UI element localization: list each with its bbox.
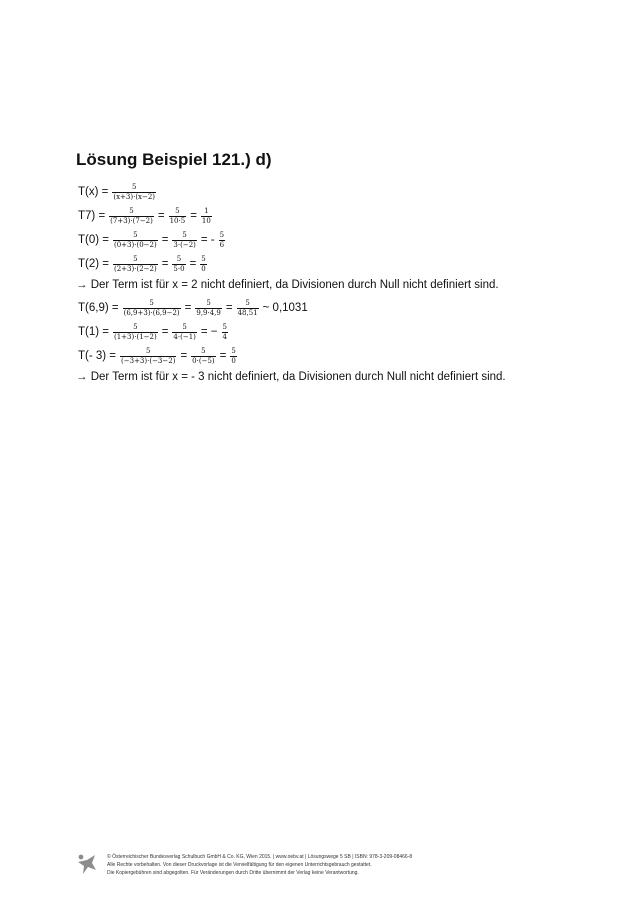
- footer-fees: Die Kopiergebühren sind abgegolten. Für Veränderungen durch Dritte übernimmt der Verlag keine Verantwortung.: [107, 870, 359, 876]
- equation-line: [76, 320, 576, 344]
- equation-line: [76, 296, 576, 320]
- equation-text: = -: [200, 234, 215, 246]
- equation-text: ~ 0,1031: [262, 302, 308, 314]
- fraction-numerator: 5: [133, 254, 138, 263]
- fraction-denominator: 4·(−1): [173, 332, 196, 341]
- fraction-denominator: 10: [201, 216, 211, 225]
- fraction: [172, 255, 185, 274]
- conclusion-text: → Der Term ist für x = - 3 nicht definiert, da Divisionen durch Null nicht definiert sind.: [76, 371, 506, 383]
- equation-text: =: [189, 258, 197, 270]
- fraction: [112, 183, 156, 202]
- equation-line: [76, 228, 576, 252]
- equation-text: =: [161, 258, 169, 270]
- equation-text: T(1) =: [78, 326, 109, 338]
- fraction-denominator: (0+3)·(0−2): [114, 240, 157, 249]
- fraction-numerator: 5: [176, 254, 182, 263]
- fraction: [230, 347, 236, 366]
- fraction: [123, 299, 181, 318]
- fraction: [222, 323, 228, 342]
- equation-line: [76, 204, 576, 228]
- footer-copyright: © Österreichischer Bundesverlag Schulbuch GmbH & Co. KG, Wien 2015. | www.oebv.at | Lösungswege 5 SB | ISBN: 978-3-209-08466-8: [107, 854, 413, 860]
- fraction-numerator: 5: [175, 206, 180, 215]
- equation-line: [76, 344, 576, 368]
- equation-text: = −: [200, 326, 218, 338]
- fraction-denominator: 0·(−5): [192, 356, 215, 365]
- equation-text: T(2) =: [78, 258, 109, 270]
- fraction-denominator: 6: [219, 240, 225, 249]
- equation-line: [76, 252, 576, 276]
- page-title: Lösung Beispiel 121.) d): [76, 150, 272, 169]
- fraction-denominator: 0: [201, 264, 206, 273]
- fraction: [195, 299, 222, 318]
- fraction-numerator: 5: [219, 230, 225, 239]
- equation-text: =: [180, 350, 188, 362]
- fraction: [172, 231, 196, 250]
- fraction-denominator: 9,9·4,9: [196, 308, 221, 317]
- fraction-numerator: 1: [204, 206, 209, 215]
- equation-text: T(- 3) =: [78, 350, 117, 362]
- equation-text: =: [219, 350, 227, 362]
- fraction: [237, 299, 259, 318]
- fraction-numerator: 5: [146, 346, 151, 355]
- fraction-numerator: 5: [231, 346, 236, 355]
- fraction: [120, 347, 176, 366]
- equation-text: =: [161, 326, 169, 338]
- fraction: [172, 323, 196, 342]
- fraction-numerator: 5: [182, 322, 187, 331]
- fraction-numerator: 5: [131, 182, 137, 191]
- fraction-numerator: 5: [149, 298, 154, 307]
- equation-text: =: [161, 234, 169, 246]
- equation-text: T(6,9) =: [78, 302, 119, 314]
- fraction-numerator: 5: [206, 298, 211, 307]
- equation-text: =: [184, 302, 192, 314]
- fraction-numerator: 5: [133, 322, 138, 331]
- fraction: [169, 207, 187, 226]
- fraction-numerator: 5: [129, 206, 134, 215]
- equation-text: T(x) =: [78, 186, 109, 198]
- fraction-numerator: 5: [245, 298, 250, 307]
- fraction-denominator: 3·(−2): [173, 240, 196, 249]
- fraction: [109, 207, 154, 226]
- fraction: [113, 231, 158, 250]
- fraction-numerator: 5: [133, 230, 138, 239]
- fraction-denominator: (x+3)·(x−2): [113, 192, 156, 201]
- equation-line: [76, 180, 576, 204]
- fraction-denominator: 10·5: [169, 216, 186, 225]
- equation-text: =: [225, 302, 233, 314]
- fraction-numerator: 5: [201, 254, 206, 263]
- fraction-denominator: 48,51: [237, 308, 258, 317]
- fraction-denominator: (2+3)·(2−2): [114, 264, 157, 273]
- solution-content: [76, 180, 576, 388]
- fraction: [113, 255, 158, 274]
- fraction-denominator: (1+3)·(1−2): [114, 332, 157, 341]
- fraction-denominator: 4: [222, 332, 227, 341]
- fraction-numerator: 5: [201, 346, 206, 355]
- equation-text: =: [157, 210, 165, 222]
- footer-rights: Alle Rechte vorbehalten. Von dieser Druckvorlage ist die Vervielfältigung für den eigenen Unterrichtsgebrauch gestattet.: [107, 862, 372, 868]
- equation-text: =: [190, 210, 197, 222]
- fraction-denominator: (6,9+3)·(6,9−2): [123, 308, 180, 317]
- fraction: [219, 231, 225, 250]
- equation-text: T7) =: [78, 210, 106, 222]
- conclusion-text: → Der Term ist für x = 2 nicht definiert, da Divisionen durch Null nicht definiert sind.: [76, 279, 499, 291]
- fraction-denominator: (−3+3)·(−3−2): [121, 356, 176, 365]
- fraction-numerator: 5: [222, 322, 227, 331]
- fraction: [200, 255, 206, 274]
- fraction-denominator: (7+3)·(7−2): [110, 216, 153, 225]
- fraction: [201, 207, 212, 226]
- fraction: [113, 323, 158, 342]
- equation-text: T(0) =: [78, 234, 109, 246]
- footer: [75, 852, 595, 882]
- footer-text: [107, 853, 412, 877]
- fraction-denominator: 5·0: [173, 264, 185, 273]
- fraction-denominator: 0: [231, 356, 236, 365]
- oebv-logo-icon: [75, 852, 99, 876]
- fraction-numerator: 5: [182, 230, 187, 239]
- fraction: [191, 347, 215, 366]
